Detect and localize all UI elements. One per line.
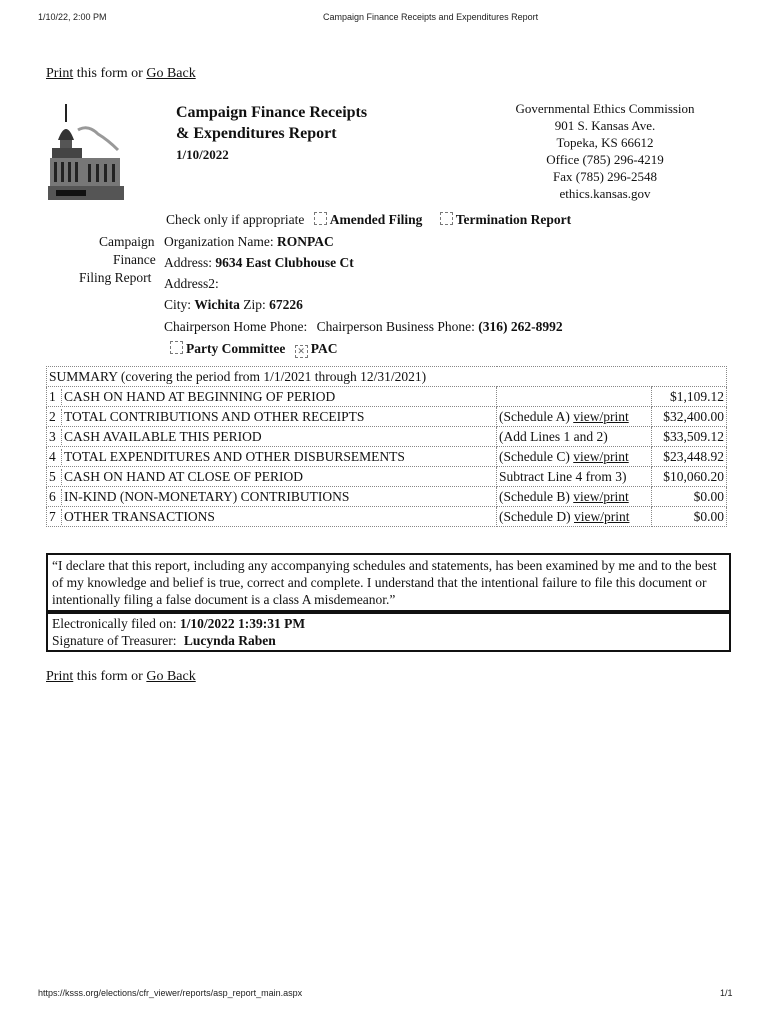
commission-office-phone: Office (785) 296-4219 [546, 152, 664, 167]
view-print-link[interactable]: view/print [573, 488, 629, 504]
print-url: https://ksss.org/elections/cfr_viewer/reports/asp_report_main.aspx [38, 988, 303, 998]
print-link[interactable]: Print [46, 66, 74, 81]
summary-row [47, 507, 727, 527]
summary-row-label-cell [47, 507, 497, 527]
report-title-line-2: & Expenditures Report [176, 125, 337, 142]
go-back-link-bottom[interactable]: Go Back [146, 669, 196, 684]
line-value: $10,060.20 [652, 467, 727, 487]
go-back-link[interactable]: Go Back [146, 66, 196, 81]
line-number: 7 [49, 509, 62, 525]
commission-website: ethics.kansas.gov [559, 186, 651, 201]
line-value: $33,509.12 [652, 427, 727, 447]
line-number: 1 [49, 389, 62, 405]
line-value: $0.00 [652, 487, 727, 507]
signature-value: Lucynda Raben [183, 633, 276, 648]
print-page-number: 1/1 [720, 988, 733, 998]
schedule-label: (Schedule C) [499, 448, 570, 464]
line-number: 5 [49, 469, 62, 485]
schedule-label: (Add Lines 1 and 2) [499, 428, 608, 444]
party-committee-label: Party Committee [186, 341, 286, 356]
commission-address [490, 100, 720, 202]
organization-name-field [164, 234, 334, 250]
line-label: CASH AVAILABLE THIS PERIOD [64, 428, 262, 444]
summary-heading-row [47, 367, 727, 387]
schedule-label: (Schedule B) [499, 488, 570, 504]
line-number: 4 [49, 449, 62, 465]
schedule-cell [497, 407, 652, 427]
commission-street: 901 S. Kansas Ave. [554, 118, 656, 133]
nav-or-text-bottom: this form or [76, 669, 143, 684]
filing-signature-box [46, 612, 731, 652]
zip-value: 67226 [269, 297, 303, 312]
commission-city: Topeka, KS 66612 [556, 135, 654, 150]
summary-row-label-cell [47, 447, 497, 467]
zip-label: Zip: [243, 297, 266, 312]
schedule-cell [497, 447, 652, 467]
address-value: 9634 East Clubhouse Ct [215, 255, 354, 270]
view-print-link[interactable]: view/print [573, 408, 629, 424]
bottom-nav [46, 669, 196, 685]
address-label: Address: [164, 255, 212, 270]
check-instruction: Check only if appropriate [166, 212, 305, 227]
summary-row-label-cell [47, 467, 497, 487]
signature-row [52, 632, 725, 649]
line-label: IN-KIND (NON-MONETARY) CONTRIBUTIONS [64, 488, 350, 504]
line-label: CASH ON HAND AT CLOSE OF PERIOD [64, 468, 304, 484]
filed-on-value: 1/10/2022 1:39:31 PM [179, 616, 306, 631]
amended-filing-label: Amended Filing [329, 212, 423, 227]
view-print-link[interactable]: view/print [573, 448, 629, 464]
line-label: TOTAL CONTRIBUTIONS AND OTHER RECEIPTS [64, 408, 365, 424]
line-number: 6 [49, 489, 62, 505]
city-zip-field [164, 297, 303, 313]
summary-heading: SUMMARY (covering the period from 1/1/2021 through 12/31/2021) [47, 367, 727, 387]
summary-row [47, 387, 727, 407]
pac-label: PAC [310, 341, 338, 356]
business-phone-value: (316) 262-8992 [478, 319, 563, 334]
report-title-line-1: Campaign Finance Receipts [176, 104, 368, 121]
home-phone-label: Chairperson Home Phone: [164, 319, 308, 334]
line-value: $1,109.12 [652, 387, 727, 407]
city-value: Wichita [194, 297, 240, 312]
business-phone-label: Chairperson Business Phone: [316, 319, 475, 334]
filing-type-row [166, 212, 571, 228]
left-label-campaign: Campaign [99, 234, 155, 249]
schedule-cell [497, 427, 652, 447]
commission-fax: Fax (785) 296-2548 [553, 169, 657, 184]
print-link-bottom[interactable]: Print [46, 669, 74, 684]
view-print-link[interactable]: view/print [573, 508, 630, 524]
line-number: 3 [49, 429, 62, 445]
schedule-cell [497, 507, 652, 527]
party-committee-checkbox[interactable] [170, 341, 183, 354]
address-field [164, 255, 354, 271]
top-nav [46, 66, 196, 82]
left-label-filing-report: Filing Report [79, 270, 152, 285]
line-label: OTHER TRANSACTIONS [64, 508, 215, 524]
schedule-label: (Schedule D) [499, 508, 571, 524]
filed-on-label: Electronically filed on: [52, 616, 177, 631]
organization-name-value: RONPAC [276, 234, 334, 249]
termination-report-checkbox[interactable] [440, 212, 453, 225]
amended-filing-checkbox[interactable] [314, 212, 327, 225]
schedule-cell [497, 467, 652, 487]
print-page-title: Campaign Finance Receipts and Expenditures Report [323, 12, 539, 22]
committee-type-row [170, 341, 337, 358]
line-label: CASH ON HAND AT BEGINNING OF PERIOD [64, 388, 336, 404]
pac-checkbox[interactable] [295, 345, 308, 358]
line-value: $23,448.92 [652, 447, 727, 467]
schedule-cell [497, 387, 652, 407]
report-title-block [176, 102, 367, 165]
address2-label: Address2: [164, 276, 219, 291]
summary-row [47, 447, 727, 467]
summary-row [47, 487, 727, 507]
schedule-label: Subtract Line 4 from 3) [499, 468, 627, 484]
nav-or-text: this form or [76, 66, 143, 81]
declaration-statement: “I declare that this report, including any accompanying schedules and statements, has been examined by me and to the best of my knowledge and belief is true, correct and complete. I understand that the intentional failure to file this document or intentionally filing a false document is a class A misdemeanor.” [46, 553, 731, 612]
schedule-label: (Schedule A) [499, 408, 570, 424]
summary-row-label-cell [47, 487, 497, 507]
summary-row-label-cell [47, 387, 497, 407]
line-value: $32,400.00 [652, 407, 727, 427]
summary-row-label-cell [47, 427, 497, 447]
capitol-building-logo [48, 100, 124, 200]
print-datetime: 1/10/22, 2:00 PM [38, 12, 107, 22]
left-label-finance: Finance [113, 252, 156, 267]
report-date: 1/10/2022 [176, 147, 229, 162]
phone-field [164, 319, 563, 335]
address2-field [164, 276, 219, 292]
organization-name-label: Organization Name: [164, 234, 274, 249]
city-label: City: [164, 297, 192, 312]
line-label: TOTAL EXPENDITURES AND OTHER DISBURSEMENTS [64, 448, 405, 464]
line-value: $0.00 [652, 507, 727, 527]
summary-row-label-cell [47, 407, 497, 427]
filed-on-row [52, 615, 725, 632]
signature-label: Signature of Treasurer: [52, 633, 177, 648]
termination-report-label: Termination Report [455, 212, 572, 227]
summary-row [47, 427, 727, 447]
line-number: 2 [49, 409, 62, 425]
summary-table [46, 366, 727, 527]
summary-row [47, 467, 727, 487]
commission-name: Governmental Ethics Commission [515, 101, 695, 116]
schedule-cell [497, 487, 652, 507]
summary-row [47, 407, 727, 427]
